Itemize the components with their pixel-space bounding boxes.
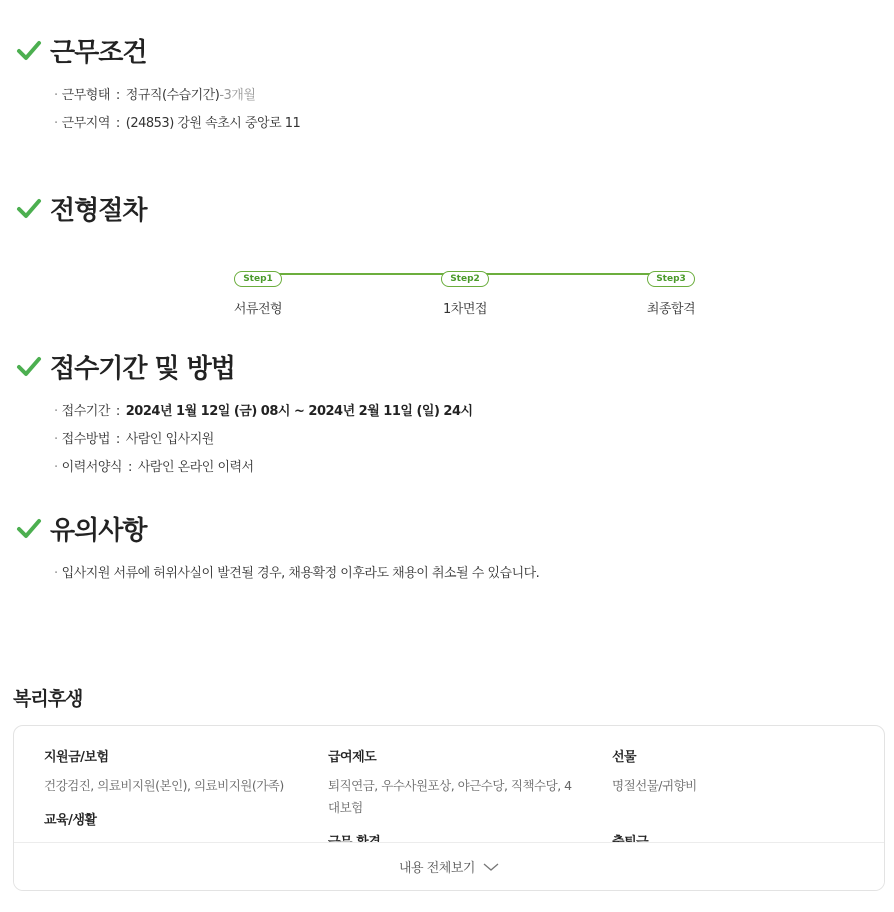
section-title: 유의사항 — [50, 515, 147, 546]
benefits-box — [13, 725, 885, 891]
check-icon — [16, 353, 42, 379]
benefit-heading: 교육/생활 — [44, 813, 97, 828]
show-all-button[interactable] — [14, 842, 884, 890]
benefit-value: 건강검진, 의료비지원(본인), 의료비지원(가족) — [44, 778, 284, 793]
section-title: 접수기간 및 방법 — [50, 353, 235, 384]
work-conditions-section — [16, 30, 300, 138]
benefit-column — [44, 746, 294, 828]
list-item: · 이력서양식 : 사람인 온라인 이력서 — [54, 460, 254, 475]
benefit-column — [328, 746, 578, 850]
list-item: · 근무형태 : 정규직(수습기간)-3개월 — [54, 88, 256, 103]
notes-section — [16, 508, 539, 588]
step-2 — [425, 266, 505, 317]
check-icon — [16, 195, 42, 221]
benefit-value: 명절선물/귀향비 — [612, 778, 697, 793]
check-icon — [16, 515, 42, 541]
step-label: 서류전형 — [233, 302, 283, 317]
application-section — [16, 346, 473, 482]
chevron-down-icon — [483, 862, 499, 872]
step-badge: Step3 — [647, 271, 695, 287]
list-item: · 접수기간 : 2024년 1월 12일 (금) 08시 ~ 2024년 2월 11일 (일) 24시 — [54, 404, 473, 419]
list-item: · 근무지역 : (24853) 강원 속초시 중앙로 11 — [54, 116, 301, 131]
step-badge: Step2 — [441, 271, 489, 287]
list-item: · 입사지원 서류에 허위사실이 발견될 경우, 채용확정 이후라도 채용이 취소될 수 있습니다. — [54, 566, 540, 581]
show-all-label: 내용 전체보기 — [399, 861, 475, 876]
step-3 — [631, 266, 711, 317]
list-item: · 접수방법 : 사람인 입사지원 — [54, 432, 214, 447]
benefits-title: 복리후생 — [13, 688, 83, 710]
process-section — [16, 188, 146, 228]
section-title: 전형절차 — [50, 195, 147, 226]
step-label: 최종합격 — [646, 302, 696, 317]
check-icon — [16, 37, 42, 63]
step-1 — [218, 266, 298, 317]
benefit-heading: 급여제도 — [328, 750, 377, 765]
benefit-column — [612, 746, 862, 850]
benefit-heading: 지원금/보험 — [44, 750, 109, 765]
process-steps — [233, 266, 696, 317]
benefit-heading: 선물 — [612, 750, 637, 765]
benefit-value: 퇴직연금, 우수사원포상, 야근수당, 직책수당, 4대보험 — [328, 778, 572, 815]
step-badge: Step1 — [234, 271, 282, 287]
step-label: 1차면접 — [443, 302, 487, 317]
section-title: 근무조건 — [50, 37, 147, 68]
